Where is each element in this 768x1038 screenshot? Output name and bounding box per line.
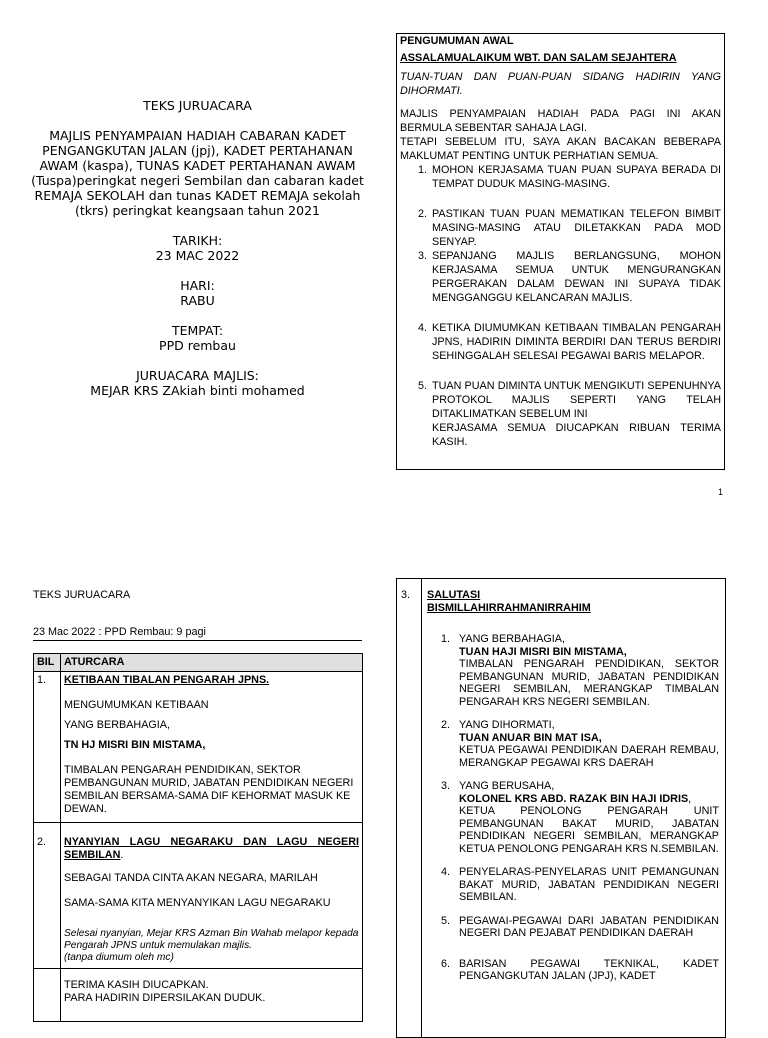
- table-header: [34, 654, 363, 672]
- column-divider: [421, 579, 422, 1037]
- row-content: KETIBAAN TIBALAN PENGARAH JPNS. MENGUMUMKAN KETIBAAN YANG BERBAHAGIA, TN HJ MISRI BIN MISTAMA, TIMBALAN PENGARAH PENDIDIKAN, SEKTOR PEMBANGUNAN MURID, JABATAN PENDIDIKAN NEGERI SEMBILAN BERSAMA-SAMA DIF KEHORMAT MASUK KE DEWAN.: [61, 672, 363, 823]
- page-number: 1: [718, 487, 724, 497]
- bismillah: BISMILLAHIRRAHMANIRRAHIM: [427, 601, 591, 614]
- page2-heading: TEKS JURUACARA: [33, 589, 131, 601]
- announcement-list: [400, 163, 721, 421]
- list-item: 5. TUAN PUAN DIMINTA UNTUK MENGIKUTI SEPENUHNYA PROTOKOL MAJLIS SEPERTI YANG TELAH DITAKLIMATKAN SEBELUM INI: [418, 380, 721, 420]
- list-item: 1. YANG BERBAHAGIA, TUAN HAJI MISRI BIN MISTAMA, TIMBALAN PENGARAH PENDIDIKAN, SEKTOR PEMBANGUNAN MURID, JABATAN PENDIDIKAN NEGERI SEMBILAN, MERANGKAP TIMBALAN PENGARAH KRS NEGERI SEMBILAN.: [441, 633, 719, 708]
- list-item: 1. MOHON KERJASAMA TUAN PUAN SUPAYA BERADA DI TEMPAT DUDUK MASING-MASING.: [418, 164, 721, 190]
- list-item: 2. YANG DIHORMATI, TUAN ANUAR BIN MAT ISA, KETUA PEGAWAI PENDIDIKAN DAERAH REMBAU, MERANGKAP PEGAWAI KRS DAERAH: [441, 719, 719, 769]
- col-bil: BIL: [34, 654, 61, 672]
- doc-heading: TEKS JURUACARA: [143, 98, 252, 113]
- list-item: 5. PEGAWAI-PEGAWAI DARI JABATAN PENDIDIKAN NEGERI DAN PEJABAT PENDIDIKAN DAERAH: [441, 914, 719, 939]
- date-line: 23 Mac 2022 : PPD Rembau: 9 pagi: [33, 626, 362, 641]
- emcee-value: MEJAR KRS ZAkiah binti mohamed: [90, 383, 305, 398]
- date-value: 23 MAC 2022: [155, 248, 240, 263]
- announcement-box: [396, 33, 725, 470]
- day-value: RABU: [180, 293, 215, 308]
- closing-text: KERJASAMA SEMUA DIUCAPKAN RIBUAN TERIMA KASIH.: [432, 422, 721, 448]
- table-row: [34, 969, 363, 1022]
- row-num: [34, 969, 61, 1022]
- intro-text-2: TETAPI SEBELUM ITU, SAYA AKAN BACAKAN BEBERAPA MAKLUMAT PENTING UNTUK PERHATIAN SEMUA.: [400, 136, 721, 162]
- col-aturcara: ATURCARA: [61, 654, 363, 672]
- greeting: ASSALAMUALAIKUM WBT. DAN SALAM SEJAHTERA: [400, 52, 677, 64]
- date-label: TARIKH:: [172, 233, 223, 248]
- day-label: HARI:: [180, 278, 215, 293]
- list-item: 2. PASTIKAN TUAN PUAN MEMATIKAN TELEFON BIMBIT MASING-MASING ATAU DILETAKKAN PADA MOD SENYAP.: [418, 208, 721, 248]
- list-item: 3. SEPANJANG MAJLIS BERLANGSUNG, MOHON KERJASAMA SEMUA UNTUK MENGURANGKAN PERGERAKAN DALAM DEWAN INI SUPAYA TIDAK MENGGANGGU KELANCARAN MAJLIS.: [418, 250, 721, 304]
- audience-address: TUAN-TUAN DAN PUAN-PUAN SIDANG HADIRIN YANG DIHORMATI.: [400, 71, 721, 97]
- emcee-label: JURUACARA MAJLIS:: [136, 368, 259, 383]
- list-item: 4. PENYELARAS-PENYELARAS UNIT PEMANGUNAN BAKAT MURID, JABATAN PENDIDIKAN NEGERI SEMBILAN.: [441, 866, 719, 903]
- intro-text: MAJLIS PENYAMPAIAN HADIAH PADA PAGI INI AKAN BERMULA SEBENTAR SAHAJA LAGI.: [400, 108, 721, 134]
- announcement-heading: PENGUMUMAN AWAL: [400, 35, 514, 47]
- salutation-body: [427, 589, 719, 994]
- venue-value: PPD rembau: [159, 338, 236, 353]
- section-number: 3.: [401, 589, 411, 601]
- row-content: TERIMA KASIH DIUCAPKAN. PARA HADIRIN DIPERSILAKAN DUDUK.: [61, 969, 363, 1022]
- row-num: 2.: [34, 823, 61, 969]
- venue-label: TEMPAT:: [171, 323, 224, 338]
- list-item: 4. KETIKA DIUMUMKAN KETIBAAN TIMBALAN PENGARAH JPNS, HADIRIN DIMINTA BERDIRI DAN TERUS BERDIRI SEHINGGALAH SELESAI PEGAWAI BARIS MELAPOR.: [418, 322, 721, 362]
- salutation-title: SALUTASI: [427, 589, 481, 601]
- salutation-list: [427, 633, 719, 983]
- table-row: [34, 823, 363, 969]
- agenda-table: [33, 653, 363, 1022]
- list-item: 3. YANG BERUSAHA, KOLONEL KRS ABD. RAZAK BIN HAJI IDRIS, KETUA PENOLONG PENGARAH UNIT PEMBANGUNAN BAKAT MURID, JABATAN PENDIDIKAN NEGERI SEMBILAN, MERANGKAP KETUA PENOLONG PENGARAH KRS N.SEMBILAN.: [441, 780, 719, 855]
- event-title: MAJLIS PENYAMPAIAN HADIAH CABARAN KADET PENGANGKUTAN JALAN (jpj), KADET PERTAHANAN AWAM (kaspa), TUNAS KADET PERTAHANAN AWAM (Tuspa)peringkat negeri Sembilan dan cabaran kadet REMAJA SEKOLAH dan tunas KADET REMAJA sekolah (tkrs) peringkat keangsaan tahun 2021: [31, 128, 364, 218]
- salutation-box: [396, 578, 726, 1038]
- row-num: 1.: [34, 672, 61, 823]
- list-item: 6. BARISAN PEGAWAI TEKNIKAL, KADET PENGANGKUTAN JALAN (JPJ), KADET: [441, 957, 719, 982]
- table-row: [34, 672, 363, 823]
- title-block: [30, 98, 365, 398]
- row-content: NYANYIAN LAGU NEGARAKU DAN LAGU NEGERI SEMBILAN. SEBAGAI TANDA CINTA AKAN NEGARA, MARILAH SAMA-SAMA KITA MENYANYIKAN LAGU NEGARAKU Selesai nyanyian, Mejar KRS Azman Bin Wahab melapor kepada Pengarah JPNS untuk memulakan majlis. (tanpa diumum oleh mc): [61, 823, 363, 969]
